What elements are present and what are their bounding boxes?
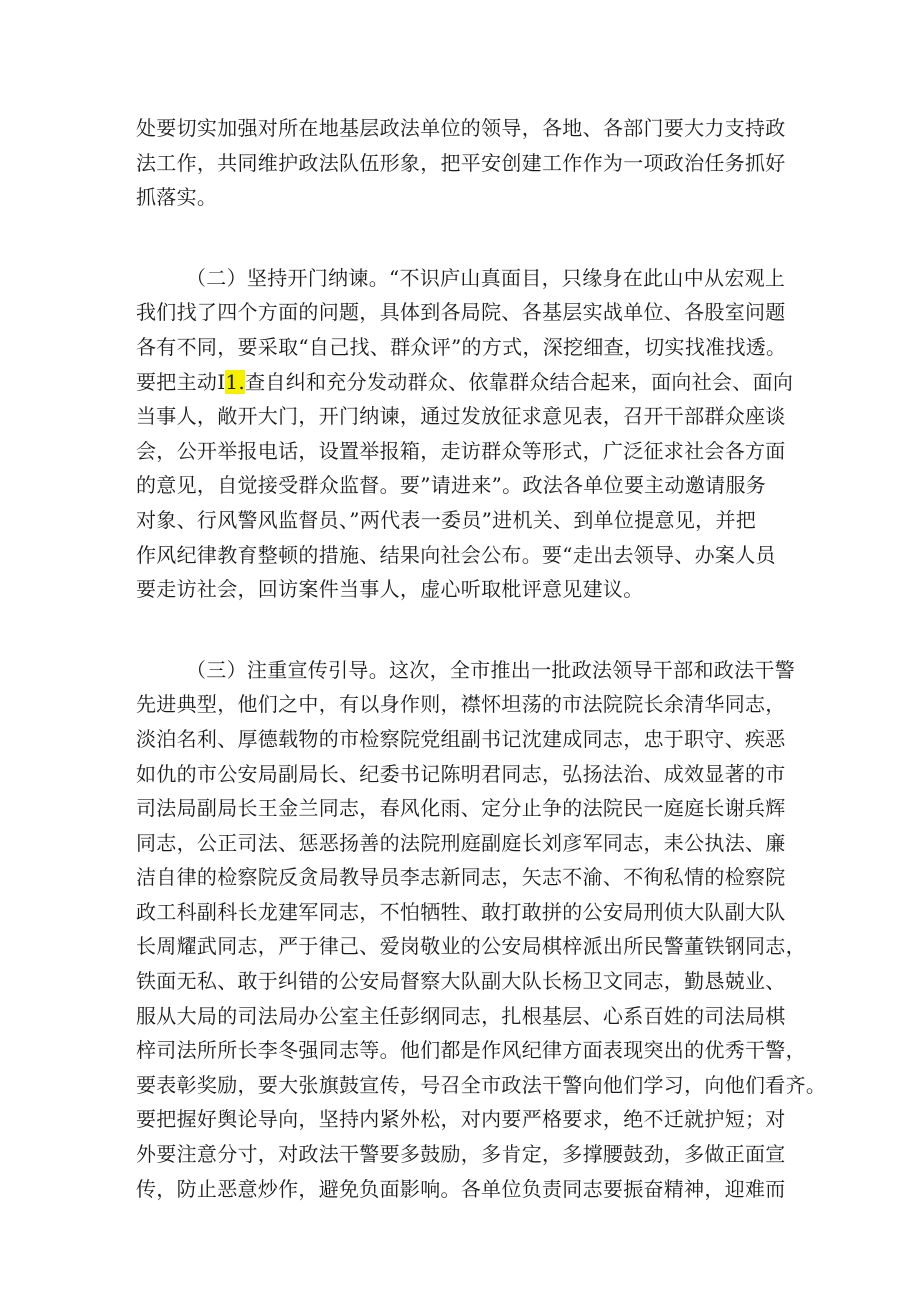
text-line: 梓司法所所长李冬强同志等。他们都是作风纪律方面表现突出的优秀干警， — [136, 1038, 806, 1063]
paragraph-gap — [136, 607, 796, 653]
text-line-with-highlight — [136, 365, 796, 400]
text-line: 要把握好舆论导向，坚持内紧外松，对内要严格要求，绝不迁就护短；对 — [136, 1107, 786, 1132]
text-line: 政工科副科长龙建军同志，不怕牺牲、敢打敢拼的公安局刑侦大队副大队 — [136, 899, 786, 924]
document-body — [136, 111, 827, 1206]
text-line: 传，防止恶意炒作，避免负面影响。各单位负责同志要振奋精神，迎难而 — [136, 1176, 786, 1201]
text-fragment: 查自纠和充分发动群众、依靠群众结合起来，面向社会、面向 — [245, 369, 794, 394]
text-line: 先进典型，他们之中，有以身作则，襟怀坦荡的市法院院长余清华同志， — [136, 692, 786, 717]
text-line: 当事人，敞开大门，开门纳谏，通过发放征求意见表，召开干部群众座谈 — [136, 404, 786, 429]
text-line: （三）注重宣传引导。这次，全市推出一批政法领导干部和政法干警 — [186, 657, 795, 682]
highlighted-text: 1. — [225, 369, 246, 394]
text-line: 抓落实。 — [136, 185, 218, 210]
text-line: 会，公开举报电话，设置举报箱，走访群众等形式，广泛征求社会各方面 — [136, 438, 786, 463]
text-line: 外要注意分寸，对政法干警要多鼓励，多肯定，多撑腰鼓劲，多做正面宣 — [136, 1142, 786, 1167]
text-line: 要走访社会，回访案件当事人，虚心听取枇评意见建议。 — [136, 577, 644, 602]
text-line: 我们找了四个方面的问题，具体到各局院、各基层实战单位、各股室问题 — [136, 300, 786, 325]
text-line: 各有不同，要采取“自己找、群众评”的方式，深挖细查，切实找准找透。 — [136, 334, 787, 359]
text-line: 要表彰奖励，要大张旗鼓宣传，号召全市政法干警向他们学习，向他们看齐。 — [136, 1072, 827, 1097]
text-line: 的意见，自觉接受群众监督。要”请进来”。政法各单位要主动邀请服务 — [136, 473, 767, 498]
text-line: 服从大局的司法局办公室主任彭纲同志，扎根基层、心系百姓的司法局棋 — [136, 1003, 786, 1028]
text-line: 司法局副局长王金兰同志，春风化雨、定分止争的法院民一庭庭长谢兵辉 — [136, 796, 786, 821]
text-line: （二）坚持开门纳谏。“不识庐山真面目，只缘身在此山中从宏观上 — [186, 265, 786, 290]
text-line: 作风纪律教育整顿的措施、结果向社会公布。要“走出去领导、办案人员 — [136, 542, 776, 567]
text-line: 处要切实加强对所在地基层政法单位的领导，各地、各部门要大力支持政 — [136, 116, 786, 140]
paragraph-3 — [136, 653, 827, 1207]
text-line: 洁自律的检察院反贪局教导员李志新同志，矢志不渝、不徇私情的检察院 — [136, 865, 786, 890]
paragraph-1 — [136, 111, 796, 215]
text-fragment: 要把主动I — [136, 369, 226, 394]
text-line: 如仇的市公安局副局长、纪委书记陈明君同志，弘扬法治、成效显著的市 — [136, 761, 786, 786]
text-line: 对象、行风警风监督员、”两代表一委员”进机关、到单位提意见，并把 — [136, 507, 757, 532]
text-line: 淡泊名利、厚德载物的市检察院党组副书记沈建成同志，忠于职守、疾恶 — [136, 726, 786, 751]
text-line: 长周耀武同志，严于律己、爱岗敬业的公安局棋梓派出所民警董铁钢同志， — [136, 934, 806, 959]
paragraph-2 — [136, 261, 796, 607]
text-line: 同志，公正司法、惩恶扬善的法院刑庭副庭长刘彦军同志，耒公执法、廉 — [136, 830, 786, 855]
text-line: 法工作，共同维护政法队伍形象，把平安创建工作作为一项政治任务抓好 — [136, 150, 786, 175]
paragraph-gap — [136, 215, 796, 261]
text-line: 铁面无私、敢于纠错的公安局督察大队副大队长杨卫文同志，勤恳兢业、 — [136, 969, 786, 994]
